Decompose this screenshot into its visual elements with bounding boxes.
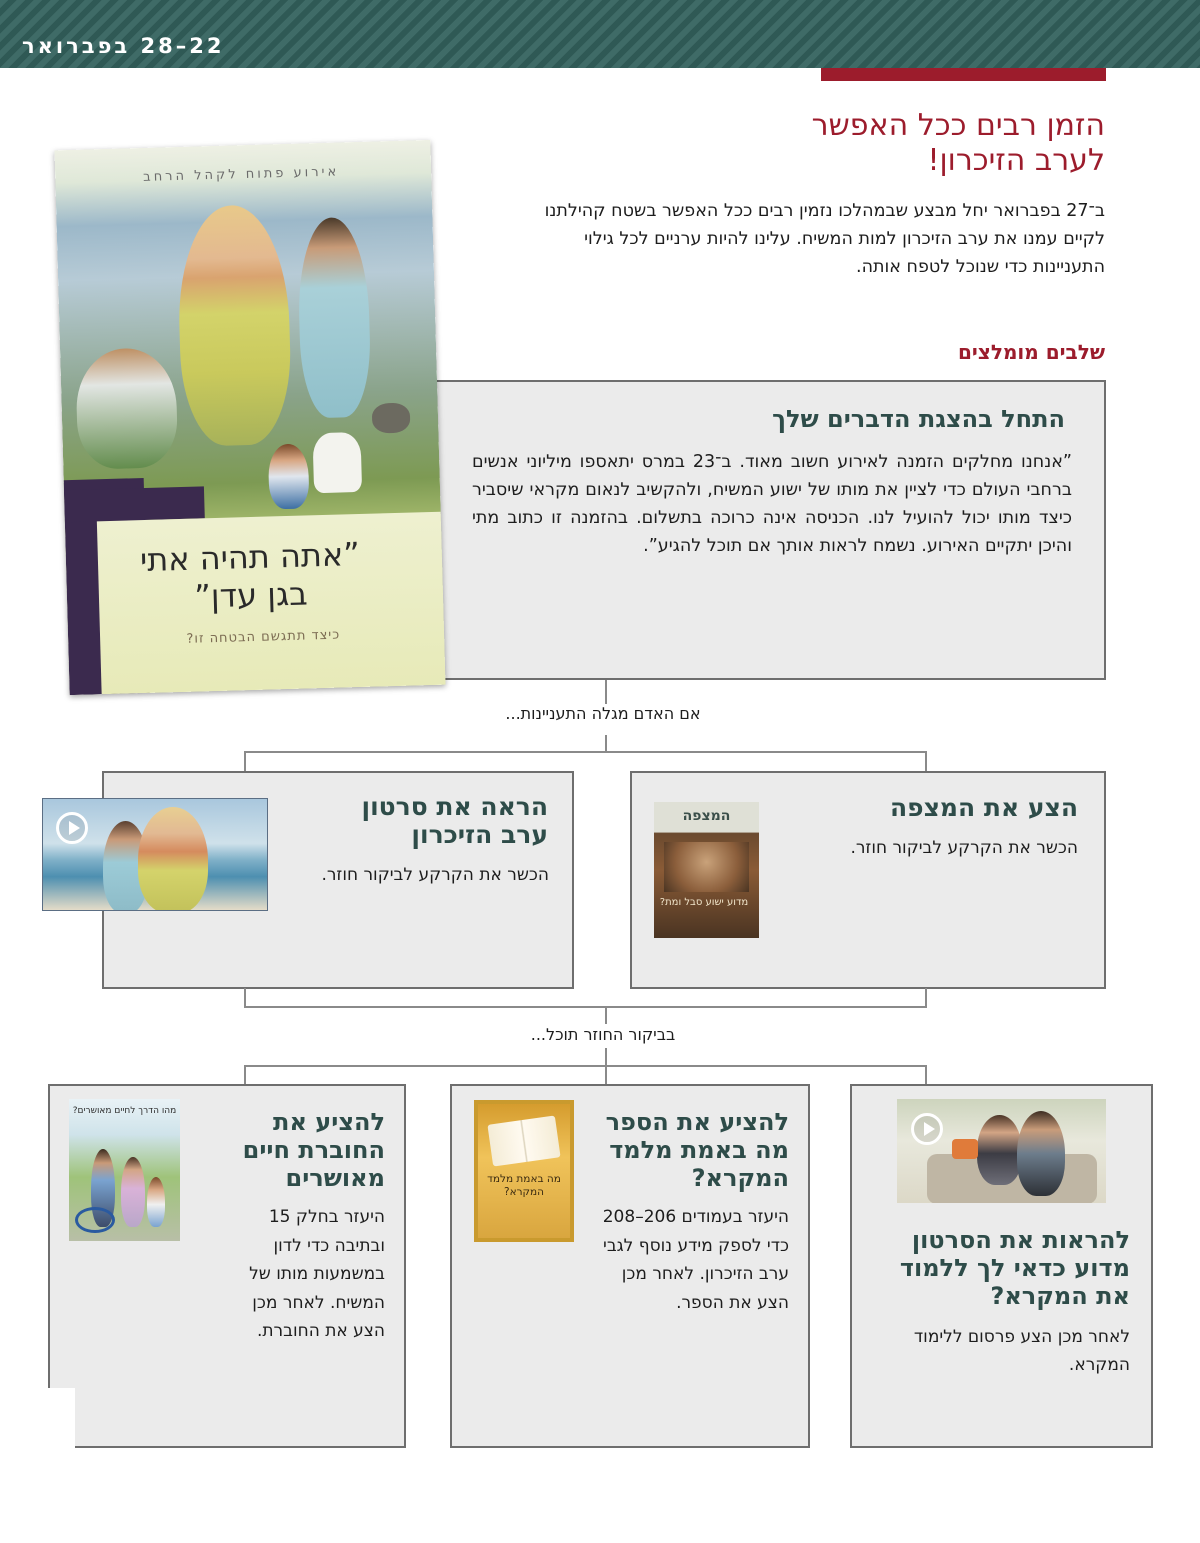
connector-line: [925, 751, 927, 772]
watchtower-cover-title: המצפה: [682, 808, 731, 824]
connector-line: [605, 1006, 607, 1024]
play-icon[interactable]: [56, 812, 88, 844]
video-pillow: [952, 1139, 978, 1159]
accent-bar: [821, 68, 1106, 81]
memorial-video-title-line2: ערב הזיכרון: [411, 820, 548, 849]
video-woman-figure: [138, 807, 208, 911]
video-reader-woman: [977, 1115, 1022, 1185]
article-title-line2: לערב הזיכרון!: [927, 143, 1105, 178]
connector-line: [244, 1006, 927, 1008]
family-mother-figure: [121, 1157, 145, 1227]
bible-study-video-title-line3: את המקרא?: [990, 1282, 1130, 1310]
connector-line: [925, 1065, 927, 1085]
connector-line: [244, 988, 246, 1008]
page-corner-notch: [48, 1388, 75, 1450]
happy-life-brochure-option-title: [185, 1108, 385, 1192]
memorial-video-title-line1: הראה את סרטון: [361, 792, 548, 821]
bible-study-video-option-text: לאחר מכן הצע פרסום ללימוד המקרא.: [913, 1327, 1130, 1375]
cover-tagline: אירוע פתוח לקהל הרחב: [142, 164, 340, 185]
video-reader-man: [1017, 1111, 1065, 1196]
cover-purple-strip: [64, 486, 205, 522]
article-title: [645, 108, 1105, 178]
article-title-line1: הזמן רבים ככל האפשר: [811, 108, 1105, 143]
bible-teach-book-cover-text: מה באמת מלמד המקרא?: [487, 1173, 561, 1198]
header-date-range: 22–28 בפברואר: [22, 34, 225, 58]
happy-life-title-line3: מאושרים: [285, 1164, 385, 1192]
start-presentation-text: ”אנחנו מחלקים הזמנה לאירוע חשוב מאוד. ב־23 במרס יתאספו מיליוני אנשים ברחבי העולם כדי לציין את מותו של ישוע המשיח, ולהקשיב לנאום מקראי שיסביר כיצד מותו יכול להועיל לנו. הכניסה אינה כרוכה בתשלום. בהזמנה זו כתוב מתי והיכן יתקיים האירוע. נשמח לראות אותך אם תוכל להגיע”.: [472, 452, 1073, 556]
connector-line: [244, 1065, 246, 1085]
bible-teach-book-option-text: היעזר בעמודים 206–208 כדי לספק מידע נוסף לגבי ערב הזיכרון. לאחר מכן הצע את הספר.: [602, 1207, 789, 1313]
connector-line: [244, 1065, 927, 1067]
play-icon[interactable]: [911, 1113, 943, 1145]
if-interest-label: אם האדם מגלה התעניינות...: [505, 704, 701, 723]
watchtower-cover-caption: מדוע ישוע סבל ומת?: [659, 897, 749, 908]
horse-figure: [312, 432, 362, 493]
family-bicycle: [75, 1207, 115, 1233]
happy-life-brochure-cover-image: [69, 1099, 180, 1241]
bible-teach-book-option-title: [579, 1108, 789, 1192]
cover-title: [119, 534, 381, 617]
memorial-video-option-title: [288, 793, 548, 849]
bible-teach-book-title-line3: המקרא?: [691, 1164, 789, 1192]
connector-line: [605, 680, 607, 704]
connector-line: [605, 735, 607, 752]
on-return-visit-label: בביקור החוזר תוכל...: [530, 1025, 676, 1044]
cover-title-line2: בגן עדן”: [193, 574, 309, 616]
bible-teach-book-cover-image: [474, 1100, 574, 1242]
elephant-figure: [372, 403, 411, 434]
bible-study-video-title-line2: מדוע כדאי לך ללמוד: [899, 1254, 1130, 1282]
cover-title-line1: ”אתה תהיה אתי: [139, 534, 361, 580]
watchtower-cover-image: [654, 802, 759, 938]
memorial-video-option-text: הכשר את הקרקע לביקור חוזר.: [321, 865, 549, 885]
family-child-figure: [147, 1177, 165, 1227]
connector-line: [925, 988, 927, 1008]
connector-line: [244, 751, 246, 772]
cover-subtitle: כיצד תתגשם הבטחה זו?: [186, 627, 341, 647]
magazine-option-text: הכשר את הקרקע לביקור חוזר.: [850, 838, 1078, 858]
steps-heading: שלבים מומלצים: [957, 340, 1105, 364]
happy-life-brochure-cover-text: מהו הדרך לחיים מאושרים?: [72, 1106, 177, 1116]
memorial-video-thumbnail[interactable]: [42, 798, 268, 911]
article-intro: ב־27 בפברואר יחל מבצע שבמהלכו נזמין רבים ככל האפשר בשטח קהילתנו לקיים עמנו את ערב הזיכרון למות המשיח. עלינו להיות ערניים לכל גילוי התעניינות כדי שנוכל לטפח אותה.: [544, 201, 1105, 277]
happy-life-brochure-option-text: היעזר בחלק 15 ובתיבה כדי לדון במשמעות מותו של המשיח. לאחר מכן הצע את החוברת.: [249, 1207, 385, 1341]
bible-study-video-option-title: [870, 1226, 1130, 1310]
bible-teach-book-title-line1: להציע את הספר: [605, 1108, 789, 1136]
magazine-option-title: הצע את המצפה: [889, 793, 1078, 822]
bible-study-video-thumbnail[interactable]: [897, 1099, 1106, 1203]
happy-life-title-line1: להציע את: [273, 1108, 385, 1136]
bible-teach-book-title-line2: מה באמת מלמד: [609, 1136, 789, 1164]
bible-study-video-title-line1: להראות את הסרטון: [911, 1226, 1130, 1254]
cover-painting: [664, 842, 749, 892]
invitation-cover-image: [54, 140, 445, 695]
start-presentation-title: התחל בהצגת הדברים שלך: [772, 405, 1065, 433]
happy-life-title-line2: החוברת חיים: [242, 1136, 385, 1164]
open-bible-graphic: [487, 1115, 560, 1166]
connector-line: [244, 751, 927, 753]
